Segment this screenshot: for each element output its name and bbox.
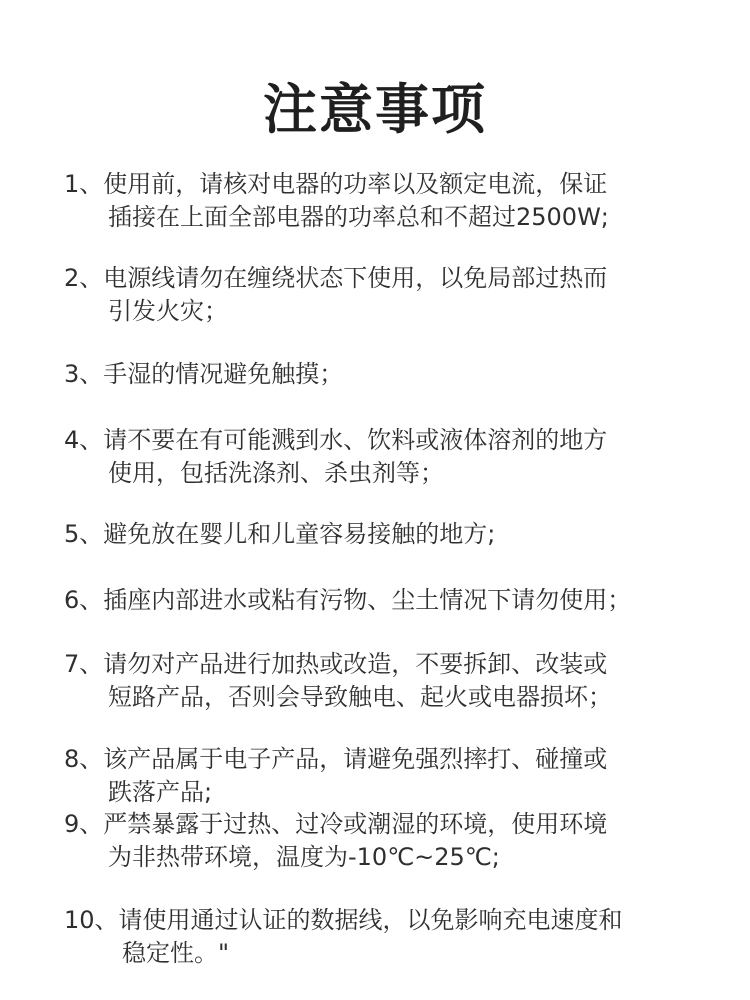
note-line: 使用，包括洗涤剂、杀虫剂等； xyxy=(108,459,444,487)
note-item-2 xyxy=(64,262,704,328)
note-line: 为非热带环境，温度为-10℃~25℃; xyxy=(108,843,500,871)
note-line: 稳定性。" xyxy=(122,939,230,967)
note-item-1 xyxy=(64,168,704,234)
note-item-10 xyxy=(64,904,704,970)
note-line: 8、该产品属于电子产品，请避免强烈摔打、碰撞或 xyxy=(64,745,608,773)
note-item-6 xyxy=(64,584,704,617)
note-line: 插接在上面全部电器的功率总和不超过2500W; xyxy=(108,203,609,231)
note-line: 9、严禁暴露于过热、过冷或潮湿的环境，使用环境 xyxy=(64,810,608,838)
note-line: 1、使用前，请核对电器的功率以及额定电流，保证 xyxy=(64,170,608,198)
note-item-5 xyxy=(64,518,704,551)
note-item-7 xyxy=(64,648,704,714)
note-line: 5、避免放在婴儿和儿童容易接触的地方; xyxy=(64,520,496,548)
note-line: 短路产品，否则会导致触电、起火或电器损坏； xyxy=(108,683,612,711)
note-item-8 xyxy=(64,743,704,809)
note-line: 2、电源线请勿在缠绕状态下使用，以免局部过热而 xyxy=(64,264,608,292)
note-line: 4、请不要在有可能溅到水、饮料或液体溶剂的地方 xyxy=(64,426,608,454)
note-item-4 xyxy=(64,424,704,490)
note-line: 10、请使用通过认证的数据线，以免影响充电速度和 xyxy=(64,906,623,934)
note-line: 跌落产品; xyxy=(108,778,213,806)
note-line: 6、插座内部进水或粘有污物、尘土情况下请勿使用； xyxy=(64,586,632,614)
note-line: 引发火灾； xyxy=(108,297,228,325)
page-title: 注意事项 xyxy=(263,78,487,141)
note-line: 3、手湿的情况避免触摸； xyxy=(64,360,344,388)
note-item-3 xyxy=(64,358,704,391)
note-item-9 xyxy=(64,808,704,874)
note-line: 7、请勿对产品进行加热或改造，不要拆卸、改装或 xyxy=(64,650,608,678)
